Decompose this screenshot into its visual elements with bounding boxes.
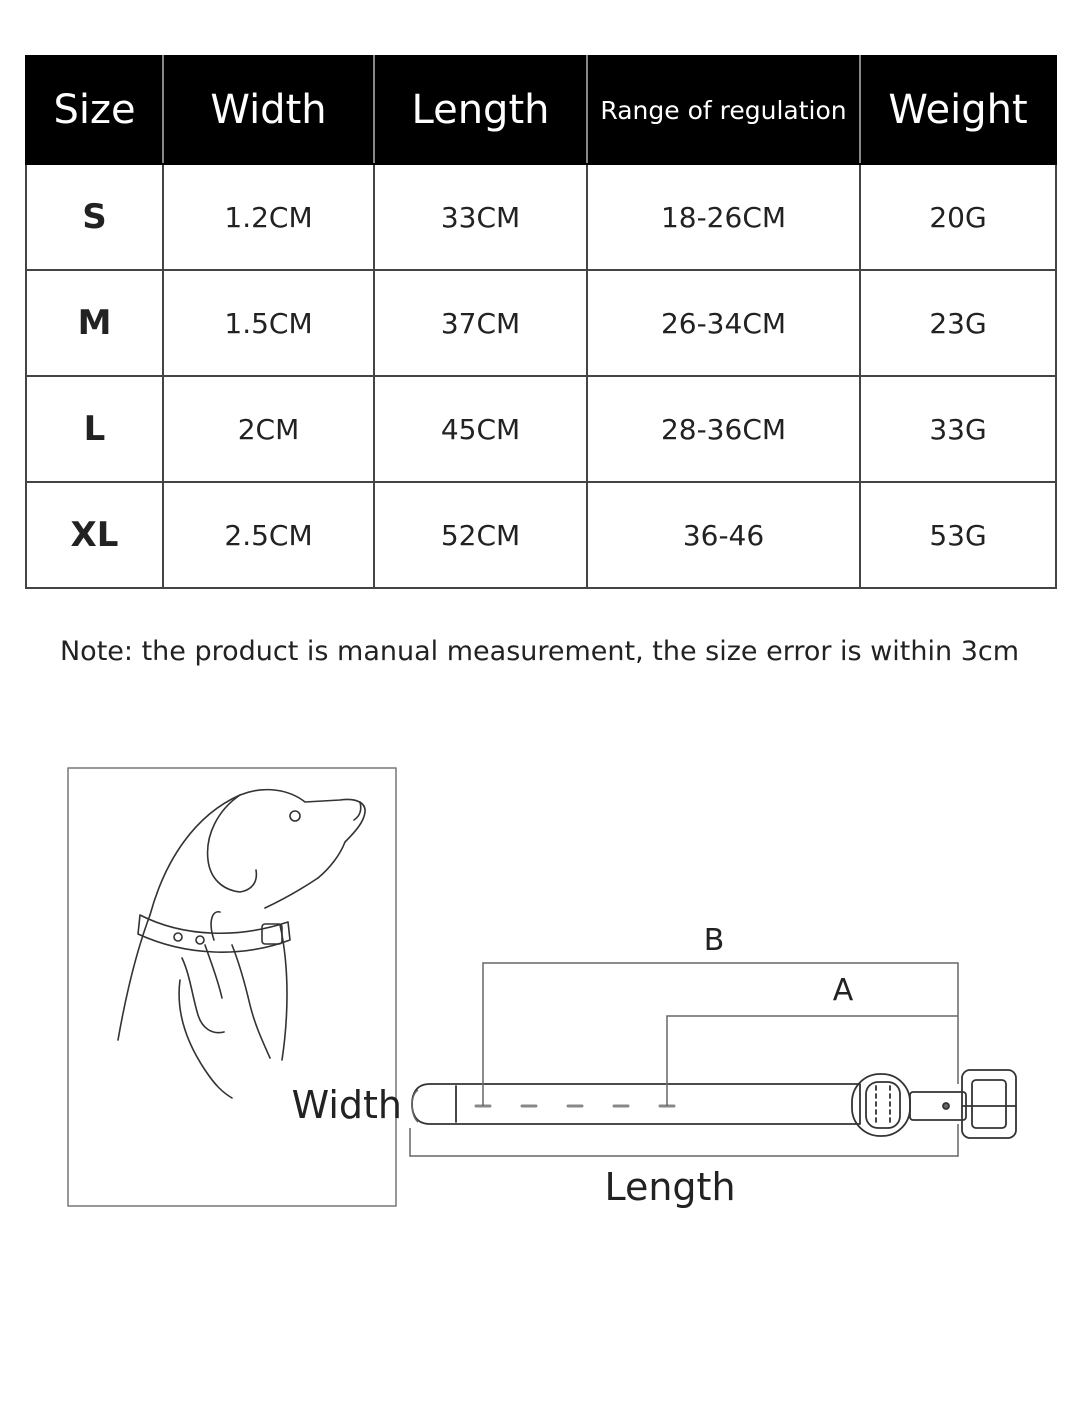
- table-row: [26, 376, 1056, 482]
- range-cell: 26-34CM: [587, 270, 860, 376]
- range-cell: 36-46: [587, 482, 860, 588]
- dog-wearing-collar-icon: [68, 768, 396, 1206]
- table-row: [26, 270, 1056, 376]
- range-cell: 28-36CM: [587, 376, 860, 482]
- size-cell: M: [26, 270, 163, 376]
- weight-cell: 20G: [860, 164, 1056, 270]
- label-width: Width: [291, 1083, 402, 1127]
- size-cell: S: [26, 164, 163, 270]
- table-header-row: [26, 56, 1056, 164]
- length-cell: 37CM: [374, 270, 587, 376]
- size-cell: XL: [26, 482, 163, 588]
- header-length: Length: [374, 56, 587, 164]
- measurement-note: Note: the product is manual measurement, the size error is within 3cm: [59, 636, 1020, 667]
- header-weight: Weight: [860, 56, 1056, 164]
- width-cell: 1.2CM: [163, 164, 374, 270]
- range-cell: 18-26CM: [587, 164, 860, 270]
- width-cell: 2CM: [163, 376, 374, 482]
- label-b: B: [703, 923, 725, 958]
- collar-icon: [412, 1070, 1016, 1138]
- weight-cell: 53G: [860, 482, 1056, 588]
- length-cell: 33CM: [374, 164, 587, 270]
- collar-measurement-diagram: [0, 740, 1079, 1260]
- header-width: Width: [163, 56, 374, 164]
- length-cell: 45CM: [374, 376, 587, 482]
- table-row: [26, 482, 1056, 588]
- label-length: Length: [604, 1165, 736, 1209]
- length-cell: 52CM: [374, 482, 587, 588]
- table-row: [26, 164, 1056, 270]
- weight-cell: 33G: [860, 376, 1056, 482]
- header-size: Size: [26, 56, 163, 164]
- width-cell: 2.5CM: [163, 482, 374, 588]
- label-a: A: [832, 973, 854, 1008]
- size-cell: L: [26, 376, 163, 482]
- size-chart-table: [25, 55, 1057, 589]
- width-cell: 1.5CM: [163, 270, 374, 376]
- weight-cell: 23G: [860, 270, 1056, 376]
- header-range-of-regulation: Range of regulation: [587, 56, 860, 164]
